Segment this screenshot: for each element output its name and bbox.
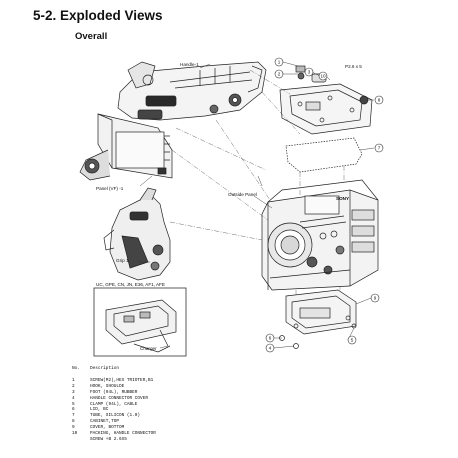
- part-description: COVER, BOTTOM: [90, 425, 125, 431]
- part-description: HOOK, SHOULDE: [90, 383, 125, 389]
- callout-3: 3: [307, 69, 311, 75]
- part-number: [72, 437, 90, 443]
- panel-vf-assembly: [80, 114, 172, 180]
- part-description: FOOT (94L), RUBBER: [90, 389, 138, 395]
- part-description: SCREW(M2),HEX TRIOTER,B1: [90, 377, 154, 383]
- label-handle: Handle-1: [180, 62, 199, 67]
- callout-1: 1: [277, 59, 281, 65]
- part-description: CLAMP (94L), CABLE: [90, 401, 138, 407]
- handle-assembly: [118, 62, 266, 120]
- callout-4: 4: [268, 345, 272, 351]
- parts-list: [72, 366, 156, 443]
- callout-5: 5: [350, 337, 354, 343]
- callout-10: 10: [320, 73, 326, 79]
- part-number: 6: [72, 407, 75, 413]
- part-description: LID, BC: [90, 407, 109, 413]
- part-number: 3: [72, 389, 75, 395]
- parts-list-row: [72, 437, 156, 443]
- label-sony-brand: SONY: [336, 196, 350, 201]
- parts-header-no: No.: [72, 366, 80, 371]
- part-number: 7: [72, 413, 75, 419]
- parts-header-description: Description: [90, 366, 119, 371]
- part-number: 5: [72, 401, 75, 407]
- part-number: 10: [72, 431, 78, 437]
- label-panel-vf: Panel (VF) -1: [96, 186, 124, 191]
- callout-2: 2: [277, 71, 281, 77]
- part-number: 4: [72, 395, 75, 401]
- callout-9: 9: [373, 295, 377, 301]
- cabinet-top-assembly: [277, 66, 372, 172]
- part-description: HANDLE CONNECTOR COVER: [90, 395, 148, 401]
- grip-assembly: [104, 188, 170, 280]
- part-description: PACKING, HANDLE CONNECTOR: [90, 431, 156, 437]
- label-grip: Grip 1: [116, 258, 129, 263]
- part-number: 1: [72, 377, 75, 383]
- parts-list-rows: [72, 378, 156, 443]
- callout-6: 6: [268, 335, 272, 341]
- label-charger: Charger: [140, 346, 157, 351]
- callout-7: 7: [377, 145, 381, 151]
- part-number: 9: [72, 425, 75, 431]
- label-screw-spec: P2.6 x 5: [345, 64, 362, 69]
- label-outside-panel: Outside Panel: [228, 192, 257, 197]
- part-description: CABINET,TOP: [90, 419, 119, 425]
- part-number: 8: [72, 419, 75, 425]
- part-description: SCREW +B 2.6X5: [90, 436, 127, 442]
- callout-8: 8: [377, 97, 381, 103]
- camera-body: [262, 180, 378, 290]
- part-description: TUBE, SILICON (1.0): [90, 413, 141, 419]
- part-number: 2: [72, 383, 75, 389]
- page-title: 5-2. Exploded Views: [33, 8, 163, 23]
- section-subtitle: Overall: [75, 31, 108, 42]
- parts-list-header: [72, 366, 156, 372]
- bottom-cover-assembly: [280, 290, 357, 349]
- charger-assembly: [106, 300, 176, 352]
- label-charger-regions: UC, GPE, CN, JN, E36, AF1, AFE: [96, 282, 165, 287]
